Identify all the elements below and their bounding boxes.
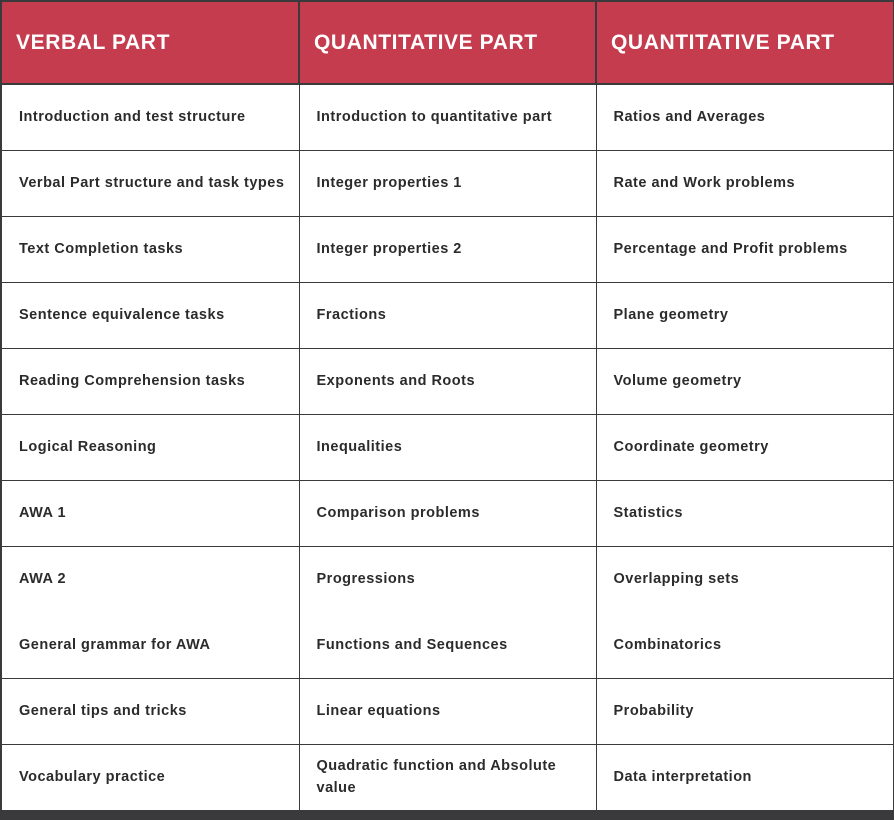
table-row: [2, 84, 893, 150]
table-cell-quant-1: Functions and Sequences: [299, 612, 596, 678]
table-cell-quant-2: Rate and Work problems: [596, 150, 893, 216]
table-body: [2, 84, 893, 810]
table-cell-quant-2: Plane geometry: [596, 282, 893, 348]
table-row: [2, 744, 893, 810]
table-cell-verbal: Vocabulary practice: [2, 744, 299, 810]
table-row: [2, 546, 893, 612]
table-cell-quant-2: Probability: [596, 678, 893, 744]
table-cell-quant-1: Integer properties 2: [299, 216, 596, 282]
table-cell-verbal: AWA 2: [2, 546, 299, 612]
table-cell-quant-1: Introduction to quantitative part: [299, 84, 596, 150]
table-cell-verbal: Verbal Part structure and task types: [2, 150, 299, 216]
table-cell-verbal: AWA 1: [2, 480, 299, 546]
table-cell-verbal: Reading Comprehension tasks: [2, 348, 299, 414]
table-cell-quant-2: Coordinate geometry: [596, 414, 893, 480]
table-cell-quant-1: Integer properties 1: [299, 150, 596, 216]
table-row: [2, 480, 893, 546]
table-cell-quant-1: Quadratic function and Absolute value: [299, 744, 596, 810]
table-cell-quant-2: Combinatorics: [596, 612, 893, 678]
header-quantitative-part-2: QUANTITATIVE PART: [596, 2, 893, 84]
table-row: [2, 348, 893, 414]
table-cell-quant-2: Volume geometry: [596, 348, 893, 414]
table-cell-verbal: Text Completion tasks: [2, 216, 299, 282]
table-row: [2, 612, 893, 678]
header-verbal-part: VERBAL PART: [2, 2, 299, 84]
table-row: [2, 414, 893, 480]
table-row: [2, 282, 893, 348]
table-row: [2, 678, 893, 744]
table-cell-quant-1: Comparison problems: [299, 480, 596, 546]
table-cell-quant-1: Linear equations: [299, 678, 596, 744]
curriculum-table: [2, 2, 893, 810]
table-cell-quant-2: Overlapping sets: [596, 546, 893, 612]
table-header: [2, 2, 893, 84]
table-row: [2, 150, 893, 216]
table-cell-verbal: Sentence equivalence tasks: [2, 282, 299, 348]
table-row: [2, 216, 893, 282]
table-cell-quant-2: Percentage and Profit problems: [596, 216, 893, 282]
table-cell-quant-1: Exponents and Roots: [299, 348, 596, 414]
table-cell-quant-1: Inequalities: [299, 414, 596, 480]
table-cell-verbal: Introduction and test structure: [2, 84, 299, 150]
table-cell-quant-2: Data interpretation: [596, 744, 893, 810]
table-cell-quant-1: Fractions: [299, 282, 596, 348]
table-cell-quant-2: Statistics: [596, 480, 893, 546]
header-row: [2, 2, 893, 84]
table-cell-verbal: General tips and tricks: [2, 678, 299, 744]
table-cell-verbal: Logical Reasoning: [2, 414, 299, 480]
header-quantitative-part-1: QUANTITATIVE PART: [299, 2, 596, 84]
table-cell-verbal: General grammar for AWA: [2, 612, 299, 678]
table-cell-quant-2: Ratios and Averages: [596, 84, 893, 150]
table-cell-quant-1: Progressions: [299, 546, 596, 612]
